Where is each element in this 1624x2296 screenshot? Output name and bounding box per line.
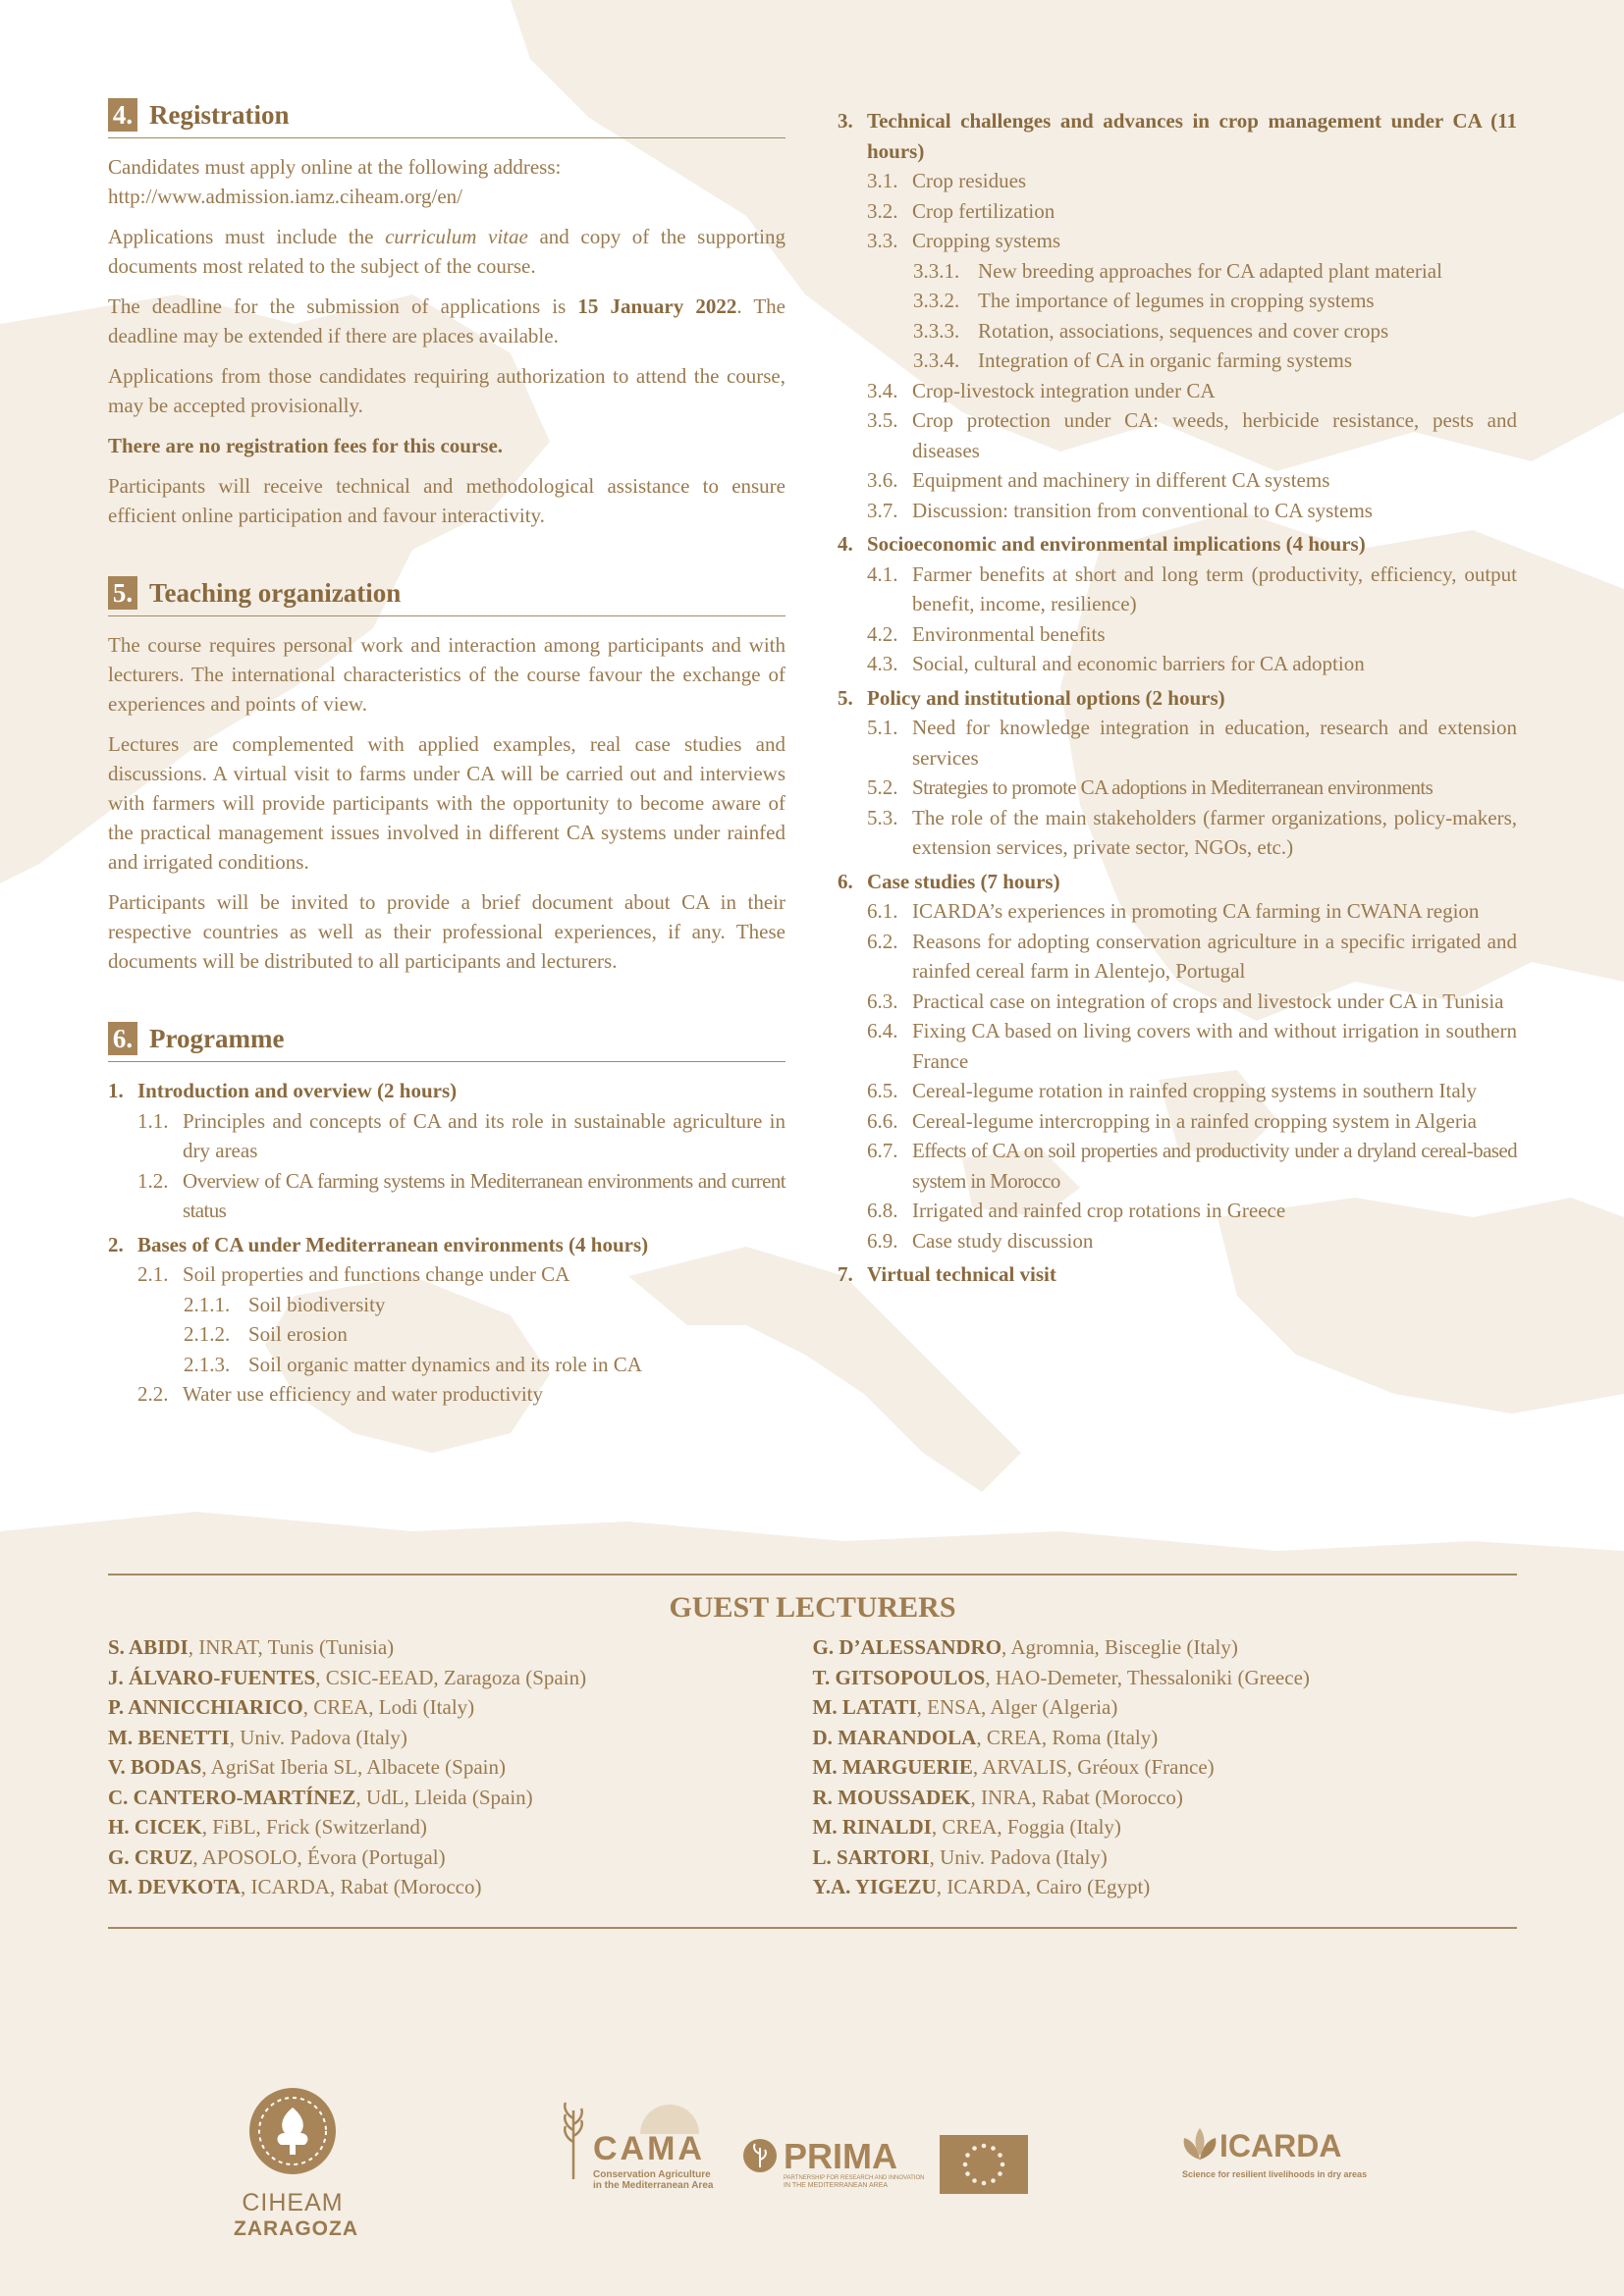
lecturer-name: Y.A. YIGEZU (812, 1875, 937, 1898)
icarda-tagline: Science for resilient livelihoods in dry areas (1182, 2169, 1368, 2179)
programme-module (838, 529, 1517, 560)
lecturer-affiliation: , FiBL, Frick (Switzerland) (201, 1815, 427, 1839)
item-text: ICARDA’s experiences in promoting CA farming in CWANA region (912, 899, 1480, 923)
item-text: Discussion: transition from conventional to CA systems (912, 498, 1373, 522)
ciheam-emblem-icon (247, 2086, 338, 2176)
prima-subtitle-2: IN THE MEDITERRANEAN AREA (784, 2182, 889, 2189)
item-number: 1.2. (137, 1168, 169, 1193)
item-number: 4.3. (867, 652, 898, 675)
item-text: Rotation, associations, sequences and cover crops (978, 318, 1389, 343)
programme-module (108, 1076, 785, 1106)
left-column (108, 98, 785, 1410)
lecturer-name: L. SARTORI (812, 1844, 930, 1869)
lecturer-entry (813, 1632, 1518, 1663)
eu-star-icon (972, 2146, 977, 2151)
item-text: Social, cultural and economic barriers for CA adoption (912, 652, 1365, 675)
item-text: New breeding approaches for CA adapted plant material (978, 258, 1442, 283)
lecturer-entry (813, 1663, 1518, 1693)
programme-topic (838, 1016, 1517, 1076)
item-text: Socioeconomic and environmental implications (4 hours) (867, 532, 1366, 556)
section-number: 4. (108, 98, 137, 132)
item-text: Cereal-legume intercropping in a rainfed cropping system in Algeria (912, 1108, 1477, 1133)
teaching-paragraph-1: The course requires personal work and interaction among participants and with lecturers. The international characteristics of the course favour the exchange of experiences and points of view. (108, 633, 785, 716)
programme-topic (838, 1076, 1517, 1106)
programme-topic (838, 987, 1517, 1017)
programme-topic (838, 803, 1517, 863)
programme-topic (838, 1106, 1517, 1137)
lecturer-affiliation: , HAO-Demeter, Thessaloniki (Greece) (985, 1665, 1310, 1689)
lecturer-entry (108, 1632, 813, 1663)
item-text: Introduction and overview (2 hours) (137, 1079, 458, 1102)
lecturer-name: H. CICEK (108, 1815, 202, 1839)
lecturer-name: M. RINALDI (812, 1815, 932, 1839)
section-heading-programme (108, 1022, 785, 1062)
item-number: 3. (838, 109, 853, 133)
divider (108, 1927, 1517, 1929)
wheat-icon (556, 2101, 591, 2179)
item-text: Case studies (7 hours) (867, 869, 1060, 893)
item-text: Cereal-legume rotation in rainfed cropping systems in southern Italy (912, 1079, 1478, 1102)
guest-lecturers-right (813, 1632, 1518, 1902)
item-number: 6.3. (867, 988, 898, 1013)
lecturer-entry (813, 1812, 1518, 1842)
lecturer-name: D. MARANDOLA (812, 1725, 977, 1749)
lecturer-name: T. GITSOPOULOS (812, 1665, 986, 1689)
item-number: 4.2. (867, 621, 898, 646)
item-number: 2. (108, 1232, 124, 1256)
lecturer-entry (108, 1723, 813, 1753)
item-text: Reasons for adopting conservation agriculture in a specific irrigated and rainfed cereal farm in Alentejo, Portugal (912, 929, 1517, 983)
section-title: Programme (149, 1023, 285, 1053)
text-run: and copy of the supporting documents most related to the subject of the course. (108, 225, 786, 278)
programme-list-left (108, 1076, 785, 1410)
programme-topic (838, 1196, 1517, 1226)
programme-topic (838, 376, 1517, 406)
item-text: Irrigated and rainfed crop rotations in Greece (912, 1199, 1286, 1222)
lecturer-affiliation: , ICARDA, Cairo (Egypt) (936, 1875, 1151, 1898)
registration-documents-paragraph (108, 222, 785, 281)
item-text: Overview of CA farming systems in Mediterranean environments and current status (183, 1168, 785, 1222)
lecturer-name: S. ABIDI (108, 1635, 189, 1659)
item-text: Soil erosion (248, 1322, 348, 1346)
item-text: Crop-livestock integration under CA (912, 378, 1216, 402)
eu-star-icon (963, 2163, 968, 2167)
teaching-paragraph-3: Participants will be invited to provide a brief document about CA in their respective countries as well as their professional experiences, if any. These documents will be distributed to all participants and lecturers. (108, 890, 785, 973)
item-number: 3.7. (867, 498, 898, 522)
lecturer-affiliation: , AgriSat Iberia SL, Albacete (Spain) (201, 1755, 506, 1779)
item-text: The importance of legumes in cropping systems (978, 289, 1375, 312)
item-text: Case study discussion (912, 1228, 1094, 1253)
programme-topic (838, 560, 1517, 619)
item-number: 7. (838, 1262, 853, 1286)
ciheam-zaragoza-logo (234, 2086, 358, 2241)
item-text: Environmental benefits (912, 621, 1106, 646)
programme-topic (838, 286, 1517, 316)
item-number: 2.2. (137, 1382, 169, 1406)
section-title: Teaching organization (149, 577, 402, 608)
item-number: 2.1.1. (184, 1292, 231, 1316)
item-number: 3.6. (867, 468, 898, 492)
cama-logo (556, 2101, 723, 2194)
item-text: Need for knowledge integration in education, research and extension services (912, 716, 1517, 770)
item-number: 1. (108, 1079, 124, 1102)
programme-topic (838, 196, 1517, 227)
eu-star-icon (991, 2146, 996, 2151)
item-number: 2.1.2. (184, 1322, 231, 1346)
lecturer-name: P. ANNICCHIARICO (108, 1695, 303, 1719)
item-number: 2.1. (137, 1262, 169, 1286)
lecturer-affiliation: , ICARDA, Rabat (Morocco) (240, 1875, 482, 1898)
programme-list-right (838, 106, 1517, 1290)
programme-topic (838, 773, 1517, 803)
programme-topic (838, 927, 1517, 987)
icarda-logo (1180, 2126, 1396, 2185)
item-number: 3.3.1. (913, 258, 960, 283)
programme-topic (108, 1166, 785, 1226)
lecturer-name: M. BENETTI (108, 1725, 230, 1749)
item-number: 5.2. (867, 775, 898, 799)
lecturer-affiliation: , CREA, Foggia (Italy) (931, 1815, 1121, 1839)
programme-module (838, 867, 1517, 897)
item-number: 6.1. (867, 899, 898, 923)
programme-topic (838, 713, 1517, 773)
lecturer-entry (108, 1663, 813, 1693)
item-number: 6. (838, 869, 853, 893)
eu-flag-icon (940, 2135, 1028, 2194)
section-number: 5. (108, 576, 137, 610)
section-title: Registration (149, 99, 290, 130)
item-text: Policy and institutional options (2 hours) (867, 685, 1225, 710)
lecturer-affiliation: , ARVALIS, Gréoux (France) (972, 1755, 1215, 1779)
eu-star-icon (965, 2153, 970, 2158)
lecturer-affiliation: , Univ. Padova (Italy) (229, 1725, 407, 1749)
guest-lecturers-title: GUEST LECTURERS (669, 1591, 956, 1624)
eu-star-icon (982, 2181, 987, 2186)
registration-authorization-paragraph: Applications from those candidates requiring authorization to attend the course, may be accepted provisionally. (108, 364, 785, 417)
lecturer-entry (108, 1842, 813, 1873)
lecturer-affiliation: , UdL, Lleida (Spain) (355, 1785, 533, 1809)
programme-topic (838, 896, 1517, 927)
lecturer-name: R. MOUSSADEK (812, 1785, 971, 1809)
item-text: Fixing CA based on living covers with and without irrigation in southern France (912, 1019, 1517, 1073)
item-text: Cropping systems (912, 229, 1061, 252)
fees-note: There are no registration fees for this course. (108, 434, 504, 457)
lecturer-affiliation: , ENSA, Alger (Algeria) (916, 1695, 1118, 1719)
programme-module (838, 106, 1517, 166)
deadline-date: 15 January 2022 (577, 294, 737, 318)
item-text: Soil biodiversity (248, 1292, 386, 1316)
item-number: 6.9. (867, 1228, 898, 1253)
lecturer-affiliation: , Univ. Padova (Italy) (929, 1844, 1108, 1869)
programme-topic (838, 346, 1517, 376)
programme-topic (108, 1379, 785, 1410)
programme-topic (838, 619, 1517, 650)
registration-address-paragraph: Candidates must apply online at the following address: http://www.admission.iamz.ciheam.org/en/ (108, 155, 562, 208)
item-number: 3.4. (867, 378, 898, 402)
lecturer-name: G. CRUZ (108, 1844, 193, 1869)
item-text: Crop protection under CA: weeds, herbicide resistance, pests and diseases (912, 408, 1517, 462)
section-heading-registration (108, 98, 785, 138)
programme-topic (108, 1319, 785, 1350)
programme-topic (838, 465, 1517, 496)
icarda-leaf-icon (1180, 2126, 1219, 2162)
lecturer-affiliation: , CREA, Roma (Italy) (976, 1725, 1159, 1749)
item-number: 3.3.2. (913, 289, 960, 312)
ciheam-city: ZARAGOZA (234, 2217, 358, 2240)
text-run: . The deadline may be extended if there are places available. (108, 294, 785, 347)
emphasis-text: curriculum vitae (385, 225, 528, 248)
programme-topic (838, 1226, 1517, 1256)
item-number: 5.1. (867, 716, 898, 739)
item-text: Soil properties and functions change under CA (183, 1262, 570, 1286)
item-text: Virtual technical visit (867, 1262, 1056, 1286)
item-text: Integration of CA in organic farming systems (978, 348, 1353, 372)
lecturer-entry (108, 1692, 813, 1723)
programme-topic (838, 256, 1517, 287)
eu-star-icon (998, 2171, 1002, 2176)
item-text: Effects of CA on soil properties and productivity under a dryland cereal-based system in Morocco (912, 1139, 1517, 1193)
eu-star-icon (982, 2144, 987, 2149)
prima-subtitle-1: PARTNERSHIP FOR RESEARCH AND INNOVATION (784, 2175, 925, 2181)
eu-star-icon (972, 2178, 977, 2183)
lecturer-entry (813, 1752, 1518, 1783)
programme-topic (108, 1290, 785, 1320)
lecturer-entry (813, 1692, 1518, 1723)
right-column (838, 102, 1517, 1290)
lecturer-name: G. D’ALESSANDRO (812, 1635, 1002, 1659)
programme-topic (838, 316, 1517, 347)
item-number: 3.1. (867, 169, 898, 192)
item-text: Technical challenges and advances in crop management under CA (11 hours) (867, 109, 1517, 163)
text-run: The deadline for the submission of applications is (108, 294, 578, 318)
item-number: 3.3.3. (913, 318, 960, 343)
lecturer-entry (108, 1812, 813, 1842)
programme-module (108, 1230, 785, 1260)
prima-emblem-icon (742, 2138, 778, 2173)
item-number: 1.1. (137, 1108, 169, 1133)
programme-topic (838, 226, 1517, 256)
lecturer-affiliation: , INRA, Rabat (Morocco) (970, 1785, 1183, 1809)
item-number: 6.7. (867, 1139, 898, 1162)
lecturer-affiliation: , INRAT, Tunis (Tunisia) (188, 1635, 395, 1659)
programme-topic (838, 1136, 1517, 1196)
ciheam-name: CIHEAM (242, 2189, 344, 2216)
prima-name: PRIMA (784, 2136, 897, 2176)
item-number: 6.2. (867, 929, 898, 953)
programme-topic (108, 1106, 785, 1166)
item-text: Crop fertilization (912, 198, 1056, 223)
lecturer-entry (108, 1783, 813, 1813)
lecturer-entry (813, 1783, 1518, 1813)
item-text: Crop residues (912, 169, 1027, 192)
item-number: 3.3. (867, 229, 898, 252)
lecturer-name: V. BODAS (108, 1755, 202, 1779)
lecturer-entry (813, 1842, 1518, 1873)
programme-topic (108, 1259, 785, 1290)
item-text: Principles and concepts of CA and its role in sustainable agriculture in dry areas (183, 1108, 785, 1162)
programme-topic (108, 1350, 785, 1380)
item-text: Bases of CA under Mediterranean environments (4 hours) (137, 1232, 649, 1256)
item-number: 5.3. (867, 805, 898, 829)
lecturer-name: C. CANTERO-MARTÍNEZ (108, 1785, 356, 1809)
item-number: 6.5. (867, 1079, 898, 1102)
programme-topic (838, 405, 1517, 465)
lecturer-name: J. ÁLVARO-FUENTES (108, 1665, 316, 1689)
guest-lecturers-left (108, 1632, 813, 1902)
teaching-paragraph-2: Lectures are complemented with applied examples, real case studies and discussions. A virtual visit to farms under CA will be carried out and interviews with farmers will provide participants with the opportunity to become aware of the practical management issues involved in different CA systems under rainfed and irrigated conditions. (108, 732, 785, 874)
lecturer-entry (108, 1872, 813, 1902)
programme-topic (838, 496, 1517, 526)
lecturer-entry (813, 1723, 1518, 1753)
registration-deadline-paragraph (108, 292, 785, 350)
programme-module (838, 1259, 1517, 1290)
item-text: Strategies to promote CA adoptions in Mediterranean environments (912, 775, 1434, 799)
item-number: 2.1.3. (184, 1352, 231, 1376)
registration-fees-paragraph (108, 431, 785, 460)
lecturer-entry (813, 1872, 1518, 1902)
section-heading-teaching (108, 576, 785, 616)
item-number: 3.3.4. (913, 348, 960, 372)
programme-topic (838, 649, 1517, 679)
item-text: Water use efficiency and water productivity (183, 1382, 544, 1406)
item-number: 6.8. (867, 1199, 898, 1222)
eu-star-icon (991, 2178, 996, 2183)
item-number: 5. (838, 685, 853, 710)
cama-subtitle-1: Conservation Agriculture (593, 2169, 711, 2180)
item-number: 6.4. (867, 1019, 898, 1042)
section-number: 6. (108, 1022, 137, 1055)
item-number: 4.1. (867, 561, 898, 586)
guest-lecturers-section (108, 1574, 1517, 1902)
programme-topic (838, 166, 1517, 196)
lecturer-name: M. LATATI (812, 1695, 917, 1719)
lecturer-name: M. MARGUERIE (812, 1755, 973, 1779)
lecturer-affiliation: , CREA, Lodi (Italy) (302, 1695, 475, 1719)
prima-logo (742, 2136, 934, 2195)
item-number: 3.5. (867, 408, 898, 432)
item-number: 4. (838, 532, 853, 556)
cama-subtitle-2: in the Mediterranean Area (593, 2180, 714, 2191)
icarda-name: ICARDA (1219, 2128, 1342, 2163)
item-text: Farmer benefits at short and long term (productivity, efficiency, output benefit, income, resilience) (912, 561, 1517, 615)
eu-star-icon (998, 2153, 1002, 2158)
programme-module (838, 683, 1517, 714)
lecturer-affiliation: , Agromnia, Bisceglie (Italy) (1001, 1635, 1238, 1659)
item-text: Equipment and machinery in different CA systems (912, 468, 1330, 492)
lecturer-affiliation: , CSIC-EEAD, Zaragoza (Spain) (315, 1665, 587, 1689)
item-number: 3.2. (867, 198, 898, 223)
item-text: The role of the main stakeholders (farmer organizations, policy-makers, extension services, private sector, NGOs, etc.) (912, 805, 1517, 859)
lecturer-name: M. DEVKOTA (108, 1875, 241, 1898)
lecturer-entry (108, 1752, 813, 1783)
lecturer-affiliation: , APOSOLO, Évora (Portugal) (192, 1844, 446, 1869)
eu-star-icon (965, 2171, 970, 2176)
text-run: Applications must include the (108, 225, 386, 248)
registration-assistance-paragraph: Participants will receive technical and methodological assistance to ensure efficient online participation and favour interactivity. (108, 474, 785, 527)
eu-star-icon (1001, 2163, 1005, 2167)
cama-name: CAMA (593, 2130, 705, 2167)
item-text: Practical case on integration of crops and livestock under CA in Tunisia (912, 988, 1504, 1013)
item-number: 6.6. (867, 1108, 898, 1133)
item-text: Soil organic matter dynamics and its role in CA (248, 1352, 642, 1376)
